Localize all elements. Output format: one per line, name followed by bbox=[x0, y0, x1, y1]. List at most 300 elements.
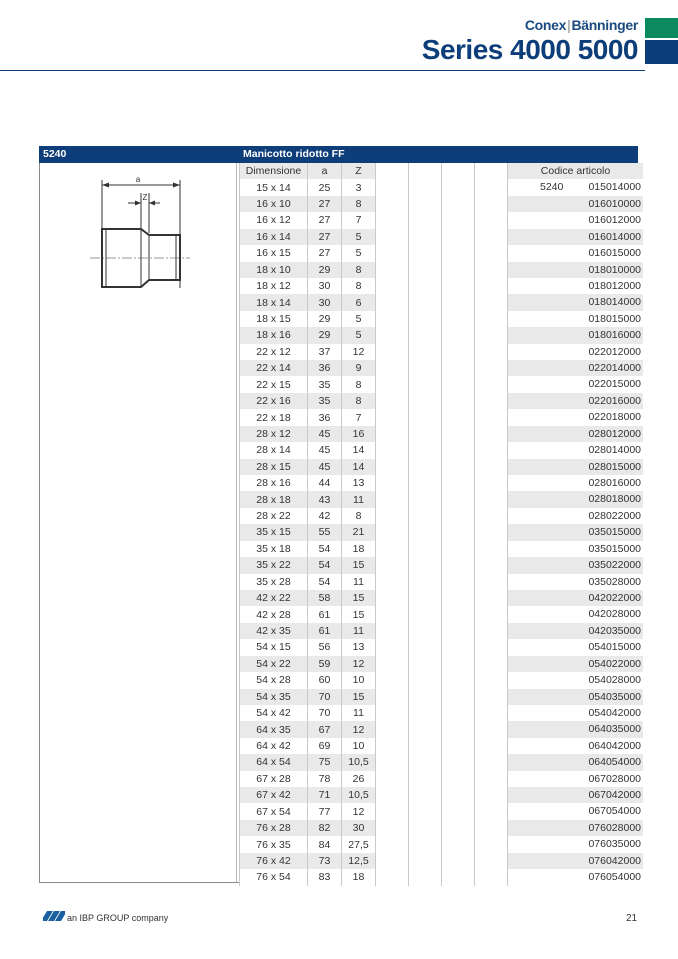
cell-article-code bbox=[508, 623, 644, 639]
cell-a: 37 bbox=[308, 344, 342, 360]
cell-a: 27 bbox=[308, 196, 342, 212]
cell-empty bbox=[409, 212, 442, 228]
article-code-number: 022014000 bbox=[588, 362, 641, 375]
cell-empty bbox=[409, 689, 442, 705]
cell-dimension: 54 x 28 bbox=[240, 672, 308, 688]
cell-z: 11 bbox=[342, 491, 376, 507]
cell-empty bbox=[409, 639, 442, 655]
cell-empty bbox=[475, 738, 508, 754]
cell-dimension: 16 x 15 bbox=[240, 245, 308, 261]
cell-a: 58 bbox=[308, 590, 342, 606]
cell-empty bbox=[475, 459, 508, 475]
cell-empty bbox=[475, 836, 508, 852]
brand-green-block bbox=[645, 18, 678, 38]
cell-empty bbox=[442, 771, 475, 787]
table-row bbox=[240, 672, 644, 688]
article-code-number: 076035000 bbox=[588, 838, 641, 851]
cell-dimension: 15 x 14 bbox=[240, 179, 308, 195]
cell-empty bbox=[376, 245, 409, 261]
cell-a: 36 bbox=[308, 409, 342, 425]
cell-a: 60 bbox=[308, 672, 342, 688]
article-code-number: 022018000 bbox=[588, 411, 641, 424]
cell-empty bbox=[442, 541, 475, 557]
cell-dimension: 67 x 42 bbox=[240, 787, 308, 803]
cell-z: 21 bbox=[342, 524, 376, 540]
cell-dimension: 28 x 12 bbox=[240, 426, 308, 442]
article-code-number: 018015000 bbox=[588, 312, 641, 325]
table-row bbox=[240, 442, 644, 458]
cell-article-code bbox=[508, 672, 644, 688]
article-code-number: 067028000 bbox=[588, 772, 641, 785]
cell-dimension: 18 x 12 bbox=[240, 278, 308, 294]
cell-empty bbox=[376, 212, 409, 228]
cell-dimension: 22 x 14 bbox=[240, 360, 308, 376]
cell-article-code bbox=[508, 656, 644, 672]
cell-article-code bbox=[508, 508, 644, 524]
table-row bbox=[240, 475, 644, 491]
header-empty bbox=[442, 163, 475, 179]
cell-empty bbox=[442, 623, 475, 639]
cell-z: 9 bbox=[342, 360, 376, 376]
cell-dimension: 54 x 22 bbox=[240, 656, 308, 672]
cell-a: 43 bbox=[308, 491, 342, 507]
cell-empty bbox=[409, 524, 442, 540]
cell-dimension: 35 x 18 bbox=[240, 541, 308, 557]
cell-z: 26 bbox=[342, 771, 376, 787]
cell-dimension: 54 x 35 bbox=[240, 689, 308, 705]
cell-article-code bbox=[508, 426, 644, 442]
table-row bbox=[240, 376, 644, 392]
cell-empty bbox=[442, 869, 475, 885]
article-code-number: 022016000 bbox=[588, 394, 641, 407]
cell-empty bbox=[442, 344, 475, 360]
cell-empty bbox=[442, 360, 475, 376]
cell-a: 45 bbox=[308, 459, 342, 475]
cell-empty bbox=[409, 459, 442, 475]
cell-dimension: 28 x 15 bbox=[240, 459, 308, 475]
cell-z: 15 bbox=[342, 557, 376, 573]
article-code-number: 067042000 bbox=[588, 789, 641, 802]
article-code-number: 028016000 bbox=[588, 477, 641, 490]
cell-article-code bbox=[508, 689, 644, 705]
table-row bbox=[240, 541, 644, 557]
table-row bbox=[240, 771, 644, 787]
cell-empty bbox=[475, 294, 508, 310]
cell-a: 30 bbox=[308, 278, 342, 294]
cell-empty bbox=[475, 196, 508, 212]
cell-z: 5 bbox=[342, 245, 376, 261]
table-row bbox=[240, 606, 644, 622]
header-z: Z bbox=[342, 163, 376, 179]
cell-article-code bbox=[508, 409, 644, 425]
cell-z: 12 bbox=[342, 803, 376, 819]
article-code-number: 015014000 bbox=[588, 181, 641, 194]
cell-z: 30 bbox=[342, 820, 376, 836]
cell-empty bbox=[475, 229, 508, 245]
cell-empty bbox=[442, 196, 475, 212]
table-row bbox=[240, 360, 644, 376]
cell-z: 12 bbox=[342, 721, 376, 737]
cell-a: 59 bbox=[308, 656, 342, 672]
brand-conex: Conex bbox=[524, 17, 567, 33]
cell-dimension: 42 x 22 bbox=[240, 590, 308, 606]
cell-empty bbox=[442, 803, 475, 819]
cell-z: 5 bbox=[342, 327, 376, 343]
cell-empty bbox=[475, 179, 508, 195]
article-code-number: 042035000 bbox=[588, 624, 641, 637]
cell-z: 8 bbox=[342, 196, 376, 212]
article-code-number: 028015000 bbox=[588, 460, 641, 473]
cell-a: 73 bbox=[308, 853, 342, 869]
series-title: Series 4000 5000 bbox=[421, 34, 638, 65]
cell-empty bbox=[409, 623, 442, 639]
cell-z: 10 bbox=[342, 672, 376, 688]
cell-empty bbox=[475, 376, 508, 392]
cell-empty bbox=[475, 426, 508, 442]
cell-empty bbox=[442, 459, 475, 475]
cell-empty bbox=[442, 212, 475, 228]
cell-article-code bbox=[508, 311, 644, 327]
cell-empty bbox=[409, 705, 442, 721]
cell-a: 55 bbox=[308, 524, 342, 540]
cell-empty bbox=[409, 787, 442, 803]
table-row bbox=[240, 491, 644, 507]
cell-a: 35 bbox=[308, 393, 342, 409]
cell-a: 71 bbox=[308, 787, 342, 803]
cell-empty bbox=[409, 820, 442, 836]
cell-a: 77 bbox=[308, 803, 342, 819]
cell-article-code bbox=[508, 557, 644, 573]
cell-empty bbox=[442, 606, 475, 622]
cell-empty bbox=[376, 426, 409, 442]
cell-empty bbox=[376, 705, 409, 721]
cell-empty bbox=[475, 557, 508, 573]
table-row bbox=[240, 409, 644, 425]
cell-article-code bbox=[508, 541, 644, 557]
table-row bbox=[240, 623, 644, 639]
article-code-number: 035022000 bbox=[588, 559, 641, 572]
cell-empty bbox=[376, 606, 409, 622]
cell-empty bbox=[475, 803, 508, 819]
cell-z: 11 bbox=[342, 705, 376, 721]
cell-empty bbox=[442, 853, 475, 869]
cell-article-code bbox=[508, 738, 644, 754]
cell-empty bbox=[409, 590, 442, 606]
cell-empty bbox=[442, 524, 475, 540]
cell-article-code bbox=[508, 360, 644, 376]
article-code-number: 035028000 bbox=[588, 575, 641, 588]
cell-empty bbox=[409, 541, 442, 557]
article-code-number: 054015000 bbox=[588, 641, 641, 654]
cell-empty bbox=[376, 771, 409, 787]
cell-article-code bbox=[508, 262, 644, 278]
cell-dimension: 42 x 28 bbox=[240, 606, 308, 622]
table-header-row bbox=[240, 163, 644, 179]
cell-z: 3 bbox=[342, 179, 376, 195]
table-row bbox=[240, 689, 644, 705]
cell-empty bbox=[376, 557, 409, 573]
cell-z: 5 bbox=[342, 311, 376, 327]
header-empty bbox=[409, 163, 442, 179]
cell-article-code bbox=[508, 836, 644, 852]
cell-empty bbox=[376, 360, 409, 376]
cell-z: 8 bbox=[342, 376, 376, 392]
article-code-number: 042022000 bbox=[588, 591, 641, 604]
cell-a: 27 bbox=[308, 229, 342, 245]
cell-empty bbox=[376, 376, 409, 392]
ibp-logo-icon bbox=[43, 911, 65, 921]
table-row bbox=[240, 426, 644, 442]
article-code-number: 016015000 bbox=[588, 247, 641, 260]
cell-empty bbox=[376, 179, 409, 195]
cell-empty bbox=[442, 393, 475, 409]
cell-empty bbox=[376, 196, 409, 212]
cell-empty bbox=[442, 705, 475, 721]
cell-empty bbox=[409, 229, 442, 245]
cell-z: 7 bbox=[342, 212, 376, 228]
cell-empty bbox=[475, 524, 508, 540]
article-code-number: 064035000 bbox=[588, 723, 641, 736]
cell-empty bbox=[442, 721, 475, 737]
cell-empty bbox=[442, 656, 475, 672]
product-name: Manicotto ridotto FF bbox=[243, 148, 345, 160]
table-row bbox=[240, 393, 644, 409]
cell-empty bbox=[409, 196, 442, 212]
table-row bbox=[240, 590, 644, 606]
cell-z: 8 bbox=[342, 262, 376, 278]
cell-dimension: 76 x 35 bbox=[240, 836, 308, 852]
cell-empty bbox=[409, 557, 442, 573]
cell-empty bbox=[475, 771, 508, 787]
cell-dimension: 16 x 10 bbox=[240, 196, 308, 212]
cell-empty bbox=[475, 344, 508, 360]
cell-empty bbox=[475, 639, 508, 655]
table-row bbox=[240, 656, 644, 672]
cell-dimension: 67 x 28 bbox=[240, 771, 308, 787]
cell-dimension: 18 x 16 bbox=[240, 327, 308, 343]
cell-empty bbox=[376, 442, 409, 458]
cell-dimension: 22 x 18 bbox=[240, 409, 308, 425]
cell-article-code bbox=[508, 754, 644, 770]
cell-article-code bbox=[508, 524, 644, 540]
cell-z: 14 bbox=[342, 459, 376, 475]
table-row bbox=[240, 508, 644, 524]
cell-dimension: 64 x 54 bbox=[240, 754, 308, 770]
cell-empty bbox=[475, 278, 508, 294]
reducer-coupling-drawing-icon bbox=[40, 163, 236, 303]
cell-empty bbox=[475, 705, 508, 721]
cell-empty bbox=[376, 820, 409, 836]
table-row bbox=[240, 327, 644, 343]
cell-z: 7 bbox=[342, 409, 376, 425]
cell-empty bbox=[475, 311, 508, 327]
cell-a: 78 bbox=[308, 771, 342, 787]
table-row bbox=[240, 705, 644, 721]
cell-empty bbox=[376, 738, 409, 754]
cell-z: 8 bbox=[342, 508, 376, 524]
cell-empty bbox=[475, 245, 508, 261]
cell-article-code bbox=[508, 442, 644, 458]
cell-dimension: 64 x 42 bbox=[240, 738, 308, 754]
cell-z: 14 bbox=[342, 442, 376, 458]
cell-dimension: 28 x 22 bbox=[240, 508, 308, 524]
table-row bbox=[240, 754, 644, 770]
cell-empty bbox=[376, 491, 409, 507]
cell-empty bbox=[409, 853, 442, 869]
cell-empty bbox=[409, 327, 442, 343]
diagram-label-a: a bbox=[135, 175, 141, 184]
cell-article-code bbox=[508, 327, 644, 343]
cell-article-code bbox=[508, 590, 644, 606]
cell-dimension: 28 x 14 bbox=[240, 442, 308, 458]
cell-a: 42 bbox=[308, 508, 342, 524]
cell-z: 11 bbox=[342, 574, 376, 590]
cell-empty bbox=[475, 508, 508, 524]
cell-dimension: 28 x 18 bbox=[240, 491, 308, 507]
cell-empty bbox=[376, 656, 409, 672]
cell-z: 27,5 bbox=[342, 836, 376, 852]
article-code-prefix: 5240 bbox=[540, 181, 564, 194]
cell-z: 6 bbox=[342, 294, 376, 310]
article-code-number: 054028000 bbox=[588, 674, 641, 687]
cell-empty bbox=[409, 393, 442, 409]
article-code-number: 022015000 bbox=[588, 378, 641, 391]
cell-a: 67 bbox=[308, 721, 342, 737]
cell-empty bbox=[442, 229, 475, 245]
cell-z: 15 bbox=[342, 606, 376, 622]
cell-empty bbox=[475, 656, 508, 672]
cell-z: 15 bbox=[342, 590, 376, 606]
cell-article-code bbox=[508, 853, 644, 869]
cell-empty bbox=[376, 541, 409, 557]
cell-article-code bbox=[508, 820, 644, 836]
cell-empty bbox=[475, 409, 508, 425]
cell-a: 45 bbox=[308, 442, 342, 458]
article-code-number: 076054000 bbox=[588, 871, 641, 884]
cell-a: 69 bbox=[308, 738, 342, 754]
cell-article-code bbox=[508, 475, 644, 491]
cell-empty bbox=[409, 491, 442, 507]
cell-dimension: 76 x 42 bbox=[240, 853, 308, 869]
cell-empty bbox=[475, 475, 508, 491]
table-row bbox=[240, 311, 644, 327]
product-header-bar bbox=[39, 146, 638, 163]
table-row bbox=[240, 738, 644, 754]
cell-empty bbox=[409, 836, 442, 852]
cell-empty bbox=[409, 311, 442, 327]
article-code-number: 064054000 bbox=[588, 756, 641, 769]
cell-empty bbox=[376, 229, 409, 245]
cell-z: 10,5 bbox=[342, 754, 376, 770]
cell-empty bbox=[442, 409, 475, 425]
cell-dimension: 16 x 12 bbox=[240, 212, 308, 228]
cell-dimension: 22 x 16 bbox=[240, 393, 308, 409]
cell-empty bbox=[376, 574, 409, 590]
header-article-code: Codice articolo bbox=[508, 163, 644, 179]
cell-z: 18 bbox=[342, 869, 376, 885]
cell-a: 29 bbox=[308, 327, 342, 343]
cell-article-code bbox=[508, 245, 644, 261]
cell-empty bbox=[376, 409, 409, 425]
cell-empty bbox=[376, 508, 409, 524]
cell-z: 15 bbox=[342, 689, 376, 705]
cell-empty bbox=[442, 179, 475, 195]
cell-empty bbox=[376, 689, 409, 705]
cell-empty bbox=[475, 212, 508, 228]
cell-empty bbox=[376, 344, 409, 360]
cell-z: 13 bbox=[342, 475, 376, 491]
cell-empty bbox=[376, 327, 409, 343]
article-code-number: 028018000 bbox=[588, 493, 641, 506]
cell-empty bbox=[409, 344, 442, 360]
cell-empty bbox=[475, 787, 508, 803]
cell-empty bbox=[376, 836, 409, 852]
table-row bbox=[240, 557, 644, 573]
cell-dimension: 35 x 15 bbox=[240, 524, 308, 540]
cell-empty bbox=[442, 820, 475, 836]
cell-empty bbox=[442, 557, 475, 573]
article-code-number: 035015000 bbox=[588, 542, 641, 555]
cell-dimension: 16 x 14 bbox=[240, 229, 308, 245]
article-code-number: 076042000 bbox=[588, 854, 641, 867]
header-dimension: Dimensione bbox=[240, 163, 308, 179]
cell-empty bbox=[376, 721, 409, 737]
table-row bbox=[240, 278, 644, 294]
cell-dimension: 54 x 15 bbox=[240, 639, 308, 655]
article-code-number: 067054000 bbox=[588, 805, 641, 818]
cell-empty bbox=[442, 294, 475, 310]
cell-empty bbox=[475, 262, 508, 278]
cell-dimension: 28 x 16 bbox=[240, 475, 308, 491]
cell-a: 29 bbox=[308, 311, 342, 327]
cell-dimension: 22 x 12 bbox=[240, 344, 308, 360]
cell-empty bbox=[409, 442, 442, 458]
cell-empty bbox=[442, 376, 475, 392]
article-code-number: 054035000 bbox=[588, 690, 641, 703]
article-code-number: 028012000 bbox=[588, 427, 641, 440]
cell-empty bbox=[475, 689, 508, 705]
cell-empty bbox=[442, 262, 475, 278]
cell-empty bbox=[409, 426, 442, 442]
cell-empty bbox=[442, 787, 475, 803]
cell-a: 83 bbox=[308, 869, 342, 885]
cell-empty bbox=[442, 245, 475, 261]
cell-empty bbox=[376, 639, 409, 655]
cell-article-code bbox=[508, 771, 644, 787]
cell-dimension: 22 x 15 bbox=[240, 376, 308, 392]
cell-article-code bbox=[508, 212, 644, 228]
cell-empty bbox=[409, 771, 442, 787]
cell-article-code bbox=[508, 803, 644, 819]
cell-empty bbox=[409, 656, 442, 672]
table-row bbox=[240, 574, 644, 590]
cell-z: 13 bbox=[342, 639, 376, 655]
cell-empty bbox=[442, 491, 475, 507]
cell-a: 75 bbox=[308, 754, 342, 770]
brand-separator: | bbox=[567, 17, 571, 33]
article-code-number: 076028000 bbox=[588, 821, 641, 834]
cell-a: 27 bbox=[308, 245, 342, 261]
cell-empty bbox=[409, 278, 442, 294]
article-code-number: 018016000 bbox=[588, 329, 641, 342]
cell-empty bbox=[409, 262, 442, 278]
table-row bbox=[240, 803, 644, 819]
table-row bbox=[240, 869, 644, 885]
table-row bbox=[240, 820, 644, 836]
cell-a: 70 bbox=[308, 689, 342, 705]
cell-empty bbox=[442, 426, 475, 442]
cell-empty bbox=[376, 278, 409, 294]
